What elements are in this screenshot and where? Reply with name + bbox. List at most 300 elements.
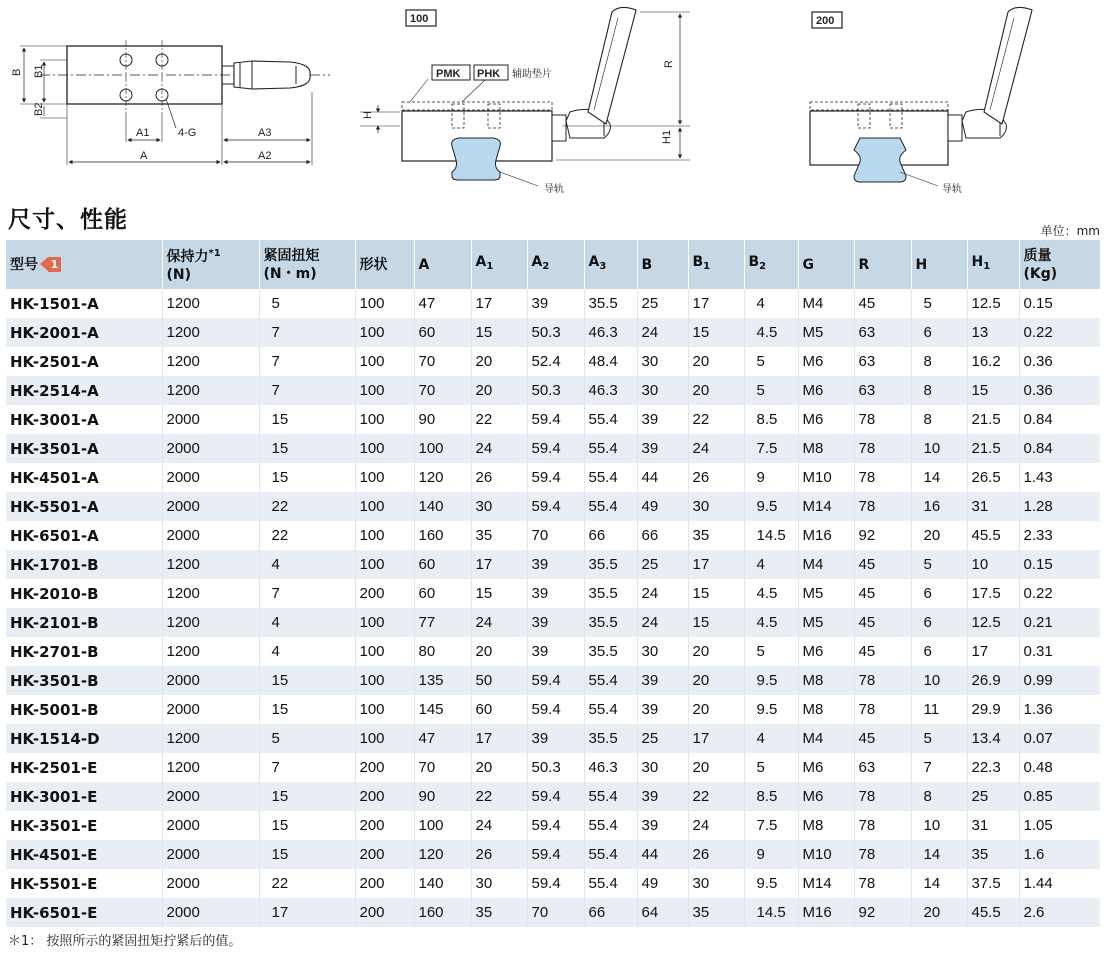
cell-shape: 100	[355, 376, 414, 405]
cell-torque: 15	[259, 782, 355, 811]
table-row	[6, 753, 1100, 782]
dim-label-b1: B1	[33, 64, 45, 78]
cell-b: 30	[637, 637, 688, 666]
cell-b1: 15	[688, 579, 744, 608]
cell-a: 60	[414, 550, 471, 579]
dim-label-g: 4-G	[178, 127, 197, 139]
cell-g: M8	[798, 695, 854, 724]
cell-torque: 15	[259, 434, 355, 463]
cell-a3: 55.4	[584, 492, 637, 521]
cell-torque: 4	[259, 608, 355, 637]
cell-a2: 39	[527, 724, 584, 753]
cell-h1: 35	[967, 840, 1019, 869]
technical-drawings	[0, 0, 1114, 205]
cell-r: 63	[854, 376, 911, 405]
cell-b: 24	[637, 608, 688, 637]
dim-label-b: B	[11, 68, 23, 76]
cell-mass: 0.84	[1019, 434, 1100, 463]
cell-h1: 29.9	[967, 695, 1019, 724]
table-row	[6, 782, 1100, 811]
type-100-tag: 100	[410, 13, 429, 25]
cell-shape: 100	[355, 637, 414, 666]
cell-g: M5	[798, 579, 854, 608]
cell-torque: 17	[259, 898, 355, 927]
cell-b2: 9	[744, 840, 798, 869]
cell-hold-force: 2000	[162, 869, 259, 898]
col-a2: $A_2$	[527, 240, 584, 289]
table-row	[6, 405, 1100, 434]
cell-torque: 22	[259, 521, 355, 550]
cell-hold-force: 1200	[162, 376, 259, 405]
cell-r: 63	[854, 347, 911, 376]
cell-b1: 20	[688, 637, 744, 666]
table-row	[6, 521, 1100, 550]
note-badge: 1	[48, 257, 61, 272]
unit-label: 单位：mm	[1040, 224, 1100, 238]
cell-h: 8	[911, 782, 967, 811]
cell-b1: 20	[688, 666, 744, 695]
dim-label-h: H	[362, 111, 374, 119]
cell-h: 5	[911, 289, 967, 318]
cell-hold-force: 2000	[162, 811, 259, 840]
col-b2: $B_2$	[744, 240, 798, 289]
cell-r: 78	[854, 492, 911, 521]
cell-hold-force: 1200	[162, 724, 259, 753]
cell-a3: 55.4	[584, 666, 637, 695]
cell-a1: 22	[471, 405, 527, 434]
cell-a2: 59.4	[527, 492, 584, 521]
cell-h: 10	[911, 811, 967, 840]
cell-h1: 31	[967, 492, 1019, 521]
cell-hold-force: 2000	[162, 782, 259, 811]
cell-mass: 0.07	[1019, 724, 1100, 753]
col-a: A	[414, 240, 471, 289]
cell-a: 120	[414, 463, 471, 492]
table-row	[6, 579, 1100, 608]
cell-model: HK-5001-B	[6, 695, 162, 724]
cell-h1: 37.5	[967, 869, 1019, 898]
cell-r: 45	[854, 724, 911, 753]
cell-b2: 14.5	[744, 898, 798, 927]
cell-h: 20	[911, 521, 967, 550]
col-r: R	[854, 240, 911, 289]
cell-a: 47	[414, 724, 471, 753]
dim-label-a1: A1	[136, 127, 150, 139]
cell-hold-force: 2000	[162, 463, 259, 492]
cell-b1: 35	[688, 898, 744, 927]
cell-torque: 7	[259, 347, 355, 376]
cell-shape: 200	[355, 898, 414, 927]
table-row	[6, 463, 1100, 492]
cell-mass: 1.05	[1023, 817, 1053, 834]
table-row	[6, 550, 1100, 579]
cell-g: M8	[798, 434, 854, 463]
cell-r: 78	[854, 695, 911, 724]
cell-r: 78	[854, 434, 911, 463]
cell-model: HK-2701-B	[6, 637, 162, 666]
cell-torque: 15	[259, 840, 355, 869]
cell-a2: 59.4	[527, 666, 584, 695]
cell-r: 45	[854, 608, 911, 637]
cell-b: 24	[637, 318, 688, 347]
cell-r: 45	[854, 289, 911, 318]
type-200-drawing	[810, 7, 1032, 186]
cell-a3: 35.5	[584, 579, 637, 608]
cell-a3: 35.5	[584, 550, 637, 579]
cell-b2: 4.5	[744, 579, 798, 608]
cell-a1: 35	[471, 898, 527, 927]
cell-torque: 5	[259, 289, 355, 318]
cell-a2: 39	[527, 289, 584, 318]
cell-r: 63	[854, 318, 911, 347]
cell-h: 11	[911, 695, 967, 724]
cell-b: 39	[637, 666, 688, 695]
cell-b2: 7.5	[744, 811, 798, 840]
table-row	[6, 492, 1100, 521]
cell-a1: 17	[471, 550, 527, 579]
cell-b1: 22	[688, 782, 744, 811]
cell-a3: 35.5	[584, 608, 637, 637]
cell-a2: 59.4	[527, 695, 584, 724]
table-row	[6, 840, 1100, 869]
cell-a2: 50.3	[527, 753, 584, 782]
cell-model: HK-3501-E	[6, 811, 162, 840]
cell-a1: 15	[471, 318, 527, 347]
cell-g: M5	[798, 318, 854, 347]
cell-torque: 15	[259, 405, 355, 434]
cell-r: 78	[854, 869, 911, 898]
cell-g: M6	[798, 753, 854, 782]
cell-a1: 24	[471, 811, 527, 840]
cell-h: 5	[911, 550, 967, 579]
cell-h1: 10	[967, 550, 1019, 579]
cell-h: 10	[911, 434, 967, 463]
cell-mass: 1.43	[1023, 469, 1053, 486]
cell-h1: 17.5	[967, 579, 1019, 608]
cell-b: 25	[637, 289, 688, 318]
cell-hold-force: 2000	[162, 898, 259, 927]
cell-a3: 55.4	[584, 463, 637, 492]
cell-h: 10	[911, 666, 967, 695]
cell-r: 45	[854, 550, 911, 579]
cell-b2: 9.5	[744, 666, 798, 695]
cell-hold-force: 1200	[162, 347, 259, 376]
cell-a3: 55.4	[584, 434, 637, 463]
cell-shape: 200	[355, 782, 414, 811]
cell-b: 49	[637, 492, 688, 521]
cell-shape: 100	[355, 405, 414, 434]
cell-b2: 9	[744, 463, 798, 492]
cell-hold-force: 2000	[162, 434, 259, 463]
cell-r: 92	[854, 898, 911, 927]
cell-a2: 70	[527, 521, 584, 550]
cell-b1: 30	[688, 492, 744, 521]
cell-h1: 13	[967, 318, 1019, 347]
cell-b2: 8.5	[744, 782, 798, 811]
col-model: 型号 1	[6, 240, 162, 289]
cell-b2: 9.5	[744, 492, 798, 521]
cell-mass: 2.33	[1023, 527, 1053, 544]
cell-shape: 200	[355, 840, 414, 869]
cell-a1: 17	[471, 289, 527, 318]
dim-label-b2: B2	[33, 102, 45, 116]
cell-g: M16	[798, 521, 854, 550]
cell-hold-force: 1200	[162, 608, 259, 637]
cell-b1: 26	[688, 840, 744, 869]
cell-model: HK-3501-B	[6, 666, 162, 695]
cell-h: 16	[911, 492, 967, 521]
cell-hold-force: 2000	[162, 492, 259, 521]
cell-b1: 15	[688, 318, 744, 347]
cell-a: 70	[414, 753, 471, 782]
cell-h1: 15	[967, 376, 1019, 405]
col-h1: $H_1$	[967, 240, 1019, 289]
cell-a2: 59.4	[527, 782, 584, 811]
cell-a3: 35.5	[584, 637, 637, 666]
table-row	[6, 869, 1100, 898]
cell-model: HK-2010-B	[6, 579, 162, 608]
cell-a: 100	[414, 434, 471, 463]
cell-a2: 39	[527, 637, 584, 666]
cell-mass: 0.84	[1023, 411, 1053, 428]
cell-shape: 100	[355, 463, 414, 492]
cell-h1: 13.4	[967, 724, 1019, 753]
cell-g: M5	[798, 608, 854, 637]
cell-b: 39	[637, 782, 688, 811]
cell-b: 25	[637, 550, 688, 579]
cell-torque: 15	[259, 811, 355, 840]
cell-hold-force: 2000	[162, 666, 259, 695]
cell-b: 30	[637, 347, 688, 376]
dim-label-a: A	[140, 150, 148, 162]
cell-b: 25	[637, 724, 688, 753]
cell-a: 90	[414, 405, 471, 434]
cell-a: 145	[414, 695, 471, 724]
cell-hold-force: 2000	[162, 695, 259, 724]
cell-a3: 46.3	[584, 753, 637, 782]
front-view-drawing	[20, 40, 330, 165]
cell-r: 78	[854, 782, 911, 811]
cell-a: 70	[414, 376, 471, 405]
col-a1: $A_1$	[471, 240, 527, 289]
guide-rail-200	[854, 138, 906, 182]
cell-a: 70	[414, 347, 471, 376]
cell-mass: 0.22	[1023, 585, 1053, 602]
cell-a3: 66	[584, 898, 637, 927]
cell-a: 60	[414, 318, 471, 347]
cell-b2: 7.5	[744, 434, 798, 463]
cell-b: 39	[637, 434, 688, 463]
cell-b1: 20	[688, 376, 744, 405]
cell-h1: 26.9	[967, 666, 1019, 695]
cell-a3: 55.4	[584, 840, 637, 869]
cell-shape: 100	[355, 608, 414, 637]
cell-b2: 4	[744, 289, 798, 318]
cell-h1: 31	[967, 811, 1019, 840]
cell-shape: 100	[355, 521, 414, 550]
clamp-handle	[234, 61, 310, 89]
cell-h1: 12.5	[967, 289, 1019, 318]
cell-h: 14	[911, 869, 967, 898]
cell-r: 92	[854, 521, 911, 550]
cell-a: 160	[414, 898, 471, 927]
cell-r: 45	[854, 579, 911, 608]
cell-b: 44	[637, 840, 688, 869]
cell-a3: 55.4	[584, 405, 637, 434]
cell-mass: 0.48	[1023, 759, 1053, 776]
cell-model: HK-1514-D	[6, 724, 162, 753]
cell-h: 6	[911, 608, 967, 637]
rail-label-100: 导轨	[544, 184, 564, 195]
cell-b2: 5	[744, 376, 798, 405]
cell-h1: 25	[967, 782, 1019, 811]
cell-mass: 0.15	[1023, 295, 1053, 312]
cell-shape: 100	[355, 492, 414, 521]
cell-mass: 1.28	[1019, 492, 1100, 521]
cell-b1: 24	[688, 434, 744, 463]
cell-hold-force: 1200	[162, 753, 259, 782]
cell-h: 6	[911, 579, 967, 608]
cell-a3: 48.4	[584, 347, 637, 376]
cell-g: M16	[798, 898, 854, 927]
cell-model: HK-2501-A	[6, 347, 162, 376]
cell-a3: 35.5	[584, 289, 637, 318]
cell-a: 120	[414, 840, 471, 869]
cell-h1: 21.5	[967, 434, 1019, 463]
cell-a1: 35	[471, 521, 527, 550]
cell-b2: 5	[744, 753, 798, 782]
cell-h: 8	[911, 405, 967, 434]
cell-a1: 24	[471, 608, 527, 637]
col-shape: 形状	[355, 240, 414, 289]
cell-model: HK-2101-B	[6, 608, 162, 637]
cell-b1: 22	[688, 405, 744, 434]
cell-torque: 7	[259, 318, 355, 347]
cell-h: 5	[911, 724, 967, 753]
cell-model: HK-4501-E	[6, 840, 162, 869]
cell-b2: 4.5	[744, 608, 798, 637]
cell-a3: 66	[584, 521, 637, 550]
cell-mass: 0.21	[1019, 608, 1100, 637]
phk-label: PHK	[477, 68, 501, 80]
cell-g: M14	[798, 869, 854, 898]
cell-b: 30	[637, 376, 688, 405]
cell-b1: 35	[688, 521, 744, 550]
cell-torque: 22	[259, 492, 355, 521]
cell-a: 60	[414, 579, 471, 608]
cell-b: 39	[637, 695, 688, 724]
cell-hold-force: 1200	[162, 289, 259, 318]
cell-h: 20	[911, 898, 967, 927]
section-title: 尺寸、性能	[8, 207, 128, 233]
cell-model: HK-6501-A	[6, 521, 162, 550]
cell-a1: 20	[471, 347, 527, 376]
table-body	[6, 289, 1100, 927]
cell-a1: 15	[471, 579, 527, 608]
cell-mass: 1.44	[1023, 875, 1053, 892]
cell-r: 78	[854, 811, 911, 840]
cell-b2: 5	[744, 347, 798, 376]
cell-a: 90	[414, 782, 471, 811]
cell-g: M10	[798, 463, 854, 492]
table-row	[6, 376, 1100, 405]
cell-b2: 4.5	[744, 318, 798, 347]
cell-mass: 0.22	[1019, 318, 1100, 347]
cell-g: M10	[798, 840, 854, 869]
cell-b2: 14.5	[744, 521, 798, 550]
type-100-drawing	[360, 7, 690, 186]
cell-a1: 22	[471, 782, 527, 811]
col-b: B	[637, 240, 688, 289]
cell-g: M6	[798, 376, 854, 405]
cell-model: HK-3001-A	[6, 405, 162, 434]
cell-mass: 0.31	[1023, 643, 1053, 660]
cell-a: 77	[414, 608, 471, 637]
cell-a: 47	[414, 289, 471, 318]
cell-b: 39	[637, 811, 688, 840]
cell-g: M8	[798, 666, 854, 695]
cell-b2: 4	[744, 724, 798, 753]
cell-mass: 2.6	[1019, 898, 1100, 927]
cell-model: HK-5501-A	[6, 492, 162, 521]
cell-a: 100	[414, 811, 471, 840]
table-row	[6, 724, 1100, 753]
cell-g: M14	[798, 492, 854, 521]
cell-b2: 5	[744, 637, 798, 666]
cell-a1: 26	[471, 840, 527, 869]
cell-model: HK-1701-B	[6, 550, 162, 579]
cell-h1: 26.5	[967, 463, 1019, 492]
cell-g: M4	[798, 289, 854, 318]
table-row	[6, 347, 1100, 376]
cell-a2: 59.4	[527, 463, 584, 492]
cell-b: 44	[637, 463, 688, 492]
cell-b1: 26	[688, 463, 744, 492]
cell-r: 78	[854, 405, 911, 434]
cell-shape: 200	[355, 753, 414, 782]
cell-a3: 55.4	[584, 782, 637, 811]
cell-a3: 55.4	[584, 869, 637, 898]
cell-a2: 59.4	[527, 869, 584, 898]
cell-a1: 20	[471, 637, 527, 666]
cell-mass: 1.6	[1019, 840, 1100, 869]
cell-a: 80	[414, 637, 471, 666]
cell-a1: 30	[471, 492, 527, 521]
col-torque: 紧固扭矩 (N・m)	[259, 240, 355, 289]
cell-r: 63	[854, 753, 911, 782]
cell-g: M4	[798, 724, 854, 753]
cell-g: M6	[798, 637, 854, 666]
cell-b1: 17	[688, 550, 744, 579]
cell-b2: 4	[744, 550, 798, 579]
cell-h1: 17	[967, 637, 1019, 666]
cell-h: 14	[911, 840, 967, 869]
cell-mass: 0.36	[1019, 376, 1100, 405]
cell-a2: 39	[527, 550, 584, 579]
cell-b1: 20	[688, 753, 744, 782]
table-row	[6, 898, 1100, 927]
cell-g: M6	[798, 347, 854, 376]
cell-mass: 1.36	[1023, 701, 1053, 718]
cell-b1: 17	[688, 724, 744, 753]
cell-h: 8	[911, 376, 967, 405]
cell-b1: 30	[688, 869, 744, 898]
type-200-tag: 200	[816, 15, 835, 27]
cell-shape: 100	[355, 347, 414, 376]
col-b1: $B_1$	[688, 240, 744, 289]
cell-a2: 50.3	[527, 318, 584, 347]
table-row	[6, 289, 1100, 318]
